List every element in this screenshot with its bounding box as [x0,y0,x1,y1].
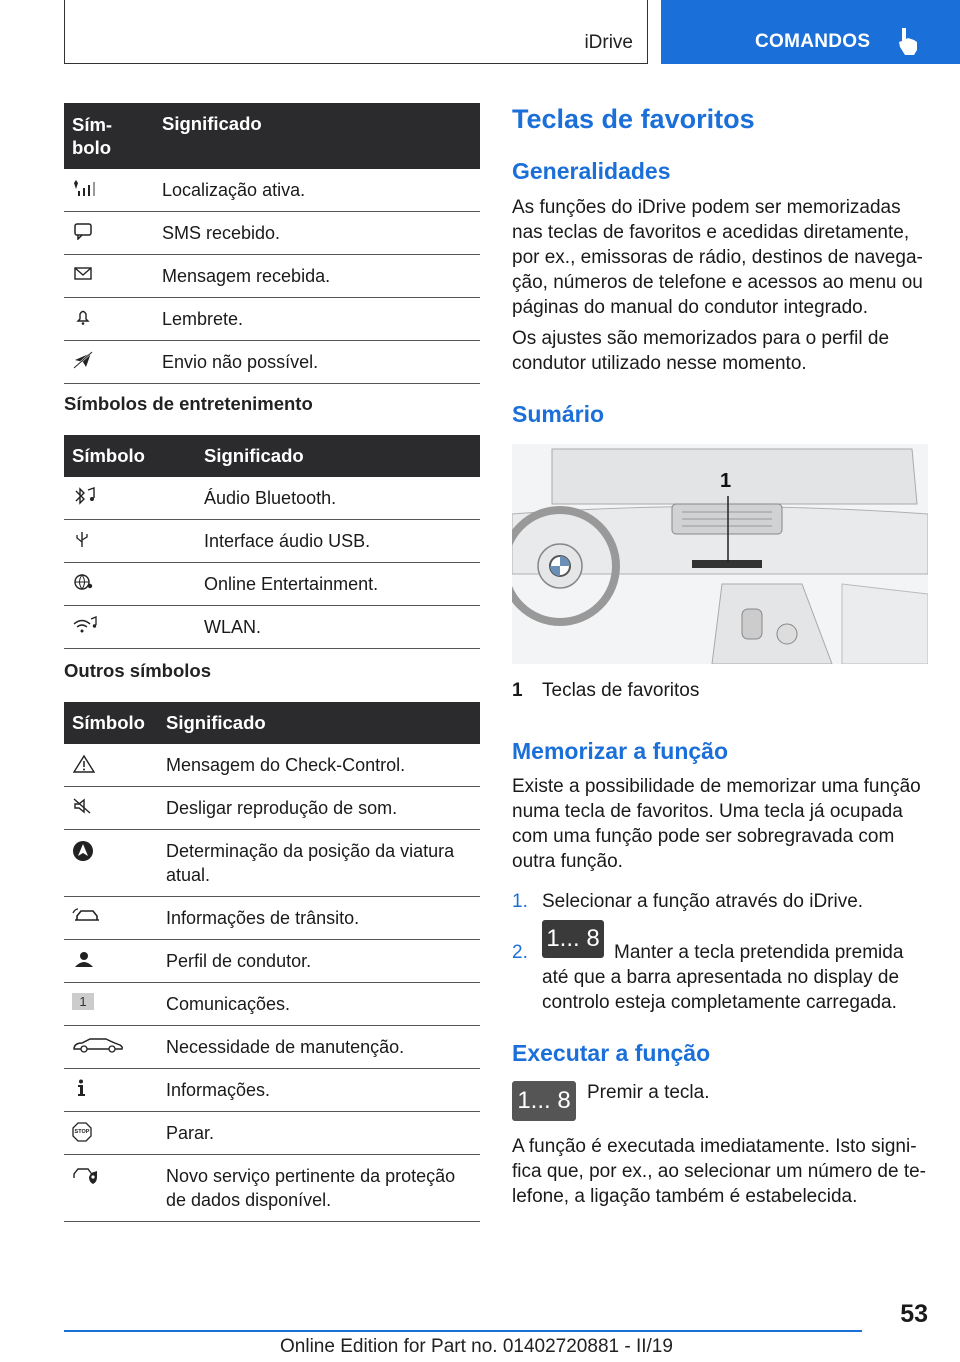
table-row [64,298,480,341]
figure-callout: 1 [720,470,732,492]
table-row [64,1112,480,1155]
row-text: Informações de trânsito. [158,897,480,940]
step-1-number: 1. [512,891,528,912]
execute-paragraph: A função é executada imediatamente. Isto signi-fica que, por ex., ao selecionar um número de te-lefone, a ligação também é estabelecida. [512,1136,927,1207]
step-2-number: 2. [512,942,528,963]
speech-bubble-icon [64,212,154,255]
usb-icon [64,520,196,563]
summary-heading: Sumário [512,401,605,427]
car-outline-icon [64,1026,158,1069]
pointing-hand-icon [897,26,921,56]
table-row [64,563,480,606]
legend-text: Teclas de favoritos [542,680,700,701]
driver-profile-icon [64,940,158,983]
table-row [64,606,480,649]
info-icon [64,1069,158,1112]
row-text: WLAN. [196,606,480,649]
navigation-arrow-icon [64,830,158,897]
row-text: Parar. [158,1112,480,1155]
data-privacy-car-icon [64,1155,158,1222]
table-row [64,940,480,983]
general-heading: Generalidades [512,158,671,184]
messages-symbols-table [64,103,480,384]
table-row [64,1155,480,1222]
table-row [64,983,480,1026]
row-text: Comunicações. [158,983,480,1026]
table-row [64,255,480,298]
favorite-key-1-8[interactable]: 1... 8 [542,920,604,958]
general-paragraph-2: Os ajustes são memorizados para o perfil de condutor utilizado nesse momento. [512,328,890,374]
other-symbols-table [64,702,480,1222]
chapter-label: COMANDOS [755,31,871,52]
favorite-key-1-8[interactable]: 1... 8 [512,1081,576,1121]
stop-sign-icon [64,1112,158,1155]
row-text: Desligar reprodução de som. [158,787,480,830]
table-row [64,830,480,897]
row-text: Informações. [158,1069,480,1112]
table-row [64,787,480,830]
row-text: Lembrete. [154,298,480,341]
row-text: Determinação da posição da viatura atual. [158,830,480,897]
execute-key-row [512,1081,928,1123]
table-row [64,169,480,212]
dashboard-illustration [512,444,928,664]
store-heading: Memorizar a função [512,738,728,764]
bell-icon [64,298,154,341]
bluetooth-audio-icon [64,477,196,520]
row-text: Envio não possível. [154,341,480,384]
row-text: Perfil de condutor. [158,940,480,983]
legend-number: 1 [512,680,523,701]
col-meaning-header: Significado [158,702,480,744]
page-number: 53 [900,1300,928,1328]
envelope-icon [64,255,154,298]
row-text: Novo serviço pertinente da proteção de dados disponível. [158,1155,480,1222]
mute-speaker-icon [64,787,158,830]
col-symbol-header: Sím- bolo [64,103,154,169]
header-chapter-tab[interactable] [661,0,960,64]
row-text: Mensagem do Check-Control. [158,744,480,787]
row-text: Áudio Bluetooth. [196,477,480,520]
table-row [64,897,480,940]
table-row [64,341,480,384]
table-row [64,1026,480,1069]
header-section-title: iDrive [584,32,633,53]
stop-sign-label: STOP [74,1129,90,1135]
store-paragraph: Existe a possibilidade de memorizar uma função numa tecla de favoritos. Uma tecla já ocupada com uma função pode ser sobregravada com outra função. [512,776,921,872]
general-paragraph-1: As funções do iDrive podem ser memorizadas nas teclas de favoritos e acedidas diretamente, por ex., emissoras de rádio, destinos de navega-ção, números de telefone e acessos ao menu ou páginas do manual do condutor integrado. [512,197,923,318]
table-row [64,520,480,563]
col-symbol-header: Símbolo [64,435,196,477]
col-symbol-header: Símbolo [64,702,158,744]
table-row [64,212,480,255]
col-meaning-header: Significado [154,103,480,169]
footer-divider [64,1330,862,1332]
page-title: Teclas de favoritos [512,104,755,134]
execute-heading: Executar a função [512,1040,711,1066]
entertainment-symbols-table [64,435,480,649]
entertainment-section-title: Símbolos de entretenimento [64,393,313,414]
step-2-text: Manter a tecla pretendida premida até que a barra apresentada no display de controlo esteja completamente carregada. [542,942,904,1013]
row-text: Interface áudio USB. [196,520,480,563]
row-text: Localização ativa. [154,169,480,212]
online-entertainment-icon [64,563,196,606]
row-text: SMS recebido. [154,212,480,255]
row-text: Online Entertainment. [196,563,480,606]
step-2 [512,920,928,1020]
table-row [64,1069,480,1112]
table-row [64,477,480,520]
step-1-text: Selecionar a função através do iDrive. [542,891,864,912]
footer-edition: Online Edition for Part no. 01402720881 - II/19 [280,1336,673,1357]
execute-key-text: Premir a tecla. [587,1082,710,1103]
traffic-car-icon [64,897,158,940]
communication-box-icon [64,983,158,1026]
other-section-title: Outros símbolos [64,660,211,681]
header-section-box [64,0,648,64]
communication-box-label: 1 [72,993,94,1010]
col-meaning-header: Significado [196,435,480,477]
table-row [64,744,480,787]
wlan-music-icon [64,606,196,649]
send-crossed-icon [64,341,154,384]
signal-bars-icon [64,169,154,212]
row-text: Mensagem recebida. [154,255,480,298]
warning-triangle-icon [64,744,158,787]
row-text: Necessidade de manutenção. [158,1026,480,1069]
